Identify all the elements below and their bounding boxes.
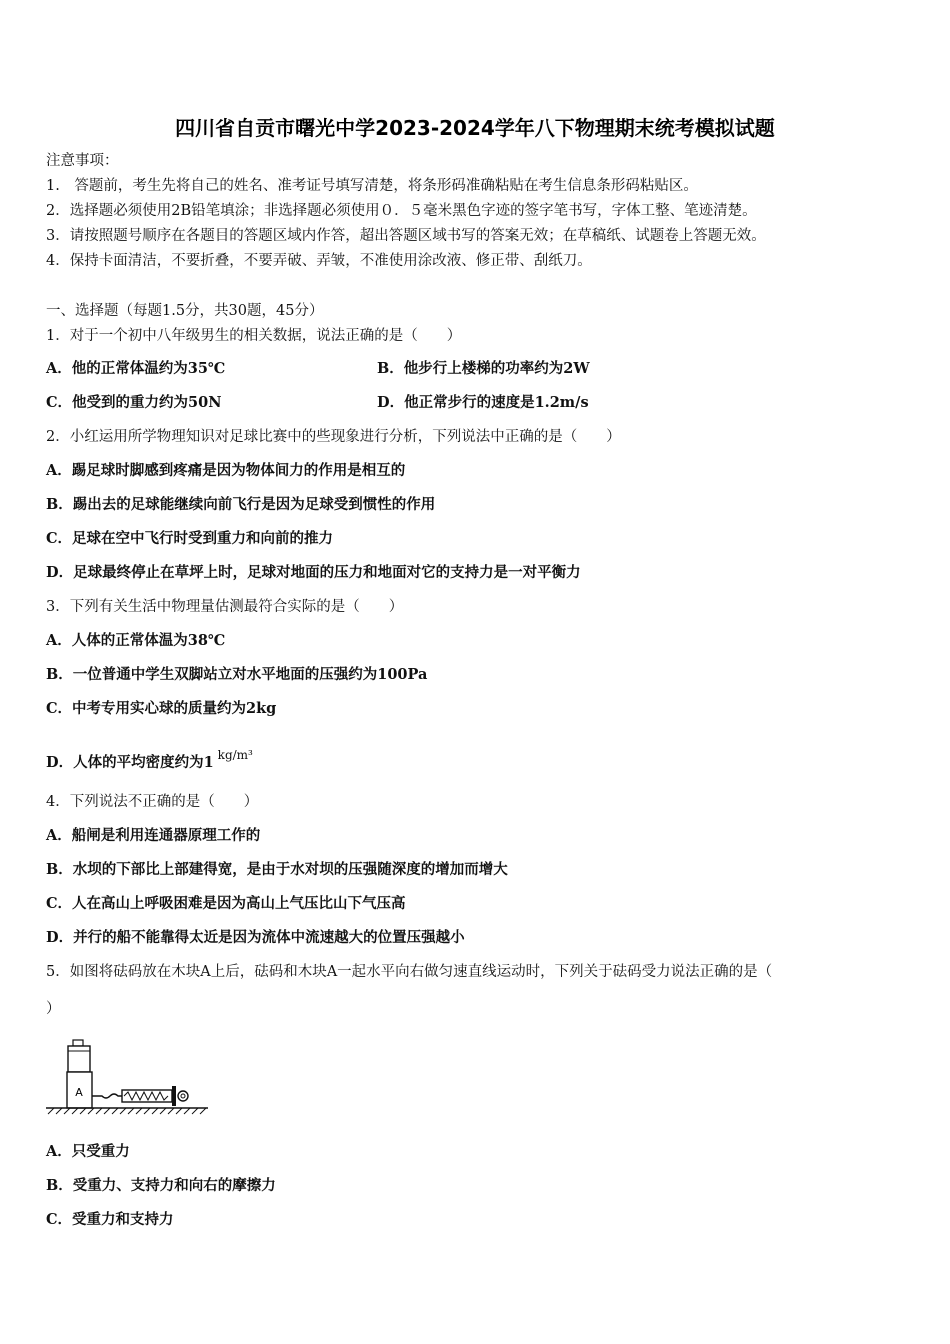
section-header: 一、选择题（每题1.5分，共30题，45分） xyxy=(46,303,324,319)
question-3-option-d xyxy=(46,746,253,772)
question-4-option-c: C．人在高山上呼吸困难是因为高山上气压比山下气压高 xyxy=(46,895,406,912)
scale-ring-icon xyxy=(178,1091,188,1101)
question-4-stem: 4．下列说法不正确的是（ ） xyxy=(46,794,259,810)
question-5-stem: 5．如图将砝码放在木块A上后，砝码和木块A一起水平向右做匀速直线运动时，下列关于砝码受力说法正确的是（ xyxy=(46,964,773,980)
ground-hatching xyxy=(48,1108,206,1114)
question-1-option-b: B．他步行上楼梯的功率约为2W xyxy=(377,360,590,377)
notice-item: 2．选择题必须使用2B铅笔填涂；非选择题必须使用０．５毫米黑色字迹的签字笔书写，字体工整、笔迹清楚。 xyxy=(46,203,757,219)
question-5-option-a: A．只受重力 xyxy=(46,1143,130,1160)
hook-icon xyxy=(92,1094,122,1098)
notice-item: 4．保持卡面清洁，不要折叠，不要弄破、弄皱，不准使用涂改液、修正带、刮纸刀。 xyxy=(46,253,592,269)
question-3-option-c: C．中考专用实心球的质量约为2kg xyxy=(46,700,277,717)
block-a-label: A xyxy=(75,1086,83,1099)
block-spring-scale-figure xyxy=(44,1038,210,1122)
question-3-option-a: A．人体的正常体温为38℃ xyxy=(46,632,226,649)
notice-item: 1. 答题前，考生先将自己的姓名、准考证号填写清楚，将条形码准确粘贴在考生信息条形码粘贴区。 xyxy=(46,178,698,194)
question-3-stem: 3．下列有关生活中物理量估测最符合实际的是（ ） xyxy=(46,599,404,615)
question-4-option-d: D．并行的船不能靠得太近是因为流体中流速越大的位置压强越小 xyxy=(46,929,465,946)
question-1-stem: 1．对于一个初中八年级男生的相关数据，说法正确的是（ ） xyxy=(46,328,462,344)
question-5-option-c: C．受重力和支持力 xyxy=(46,1211,174,1228)
question-1-option-d: D．他正常步行的速度是1.2m/s xyxy=(377,394,589,411)
question-3-option-b: B．一位普通中学生双脚站立对水平地面的压强约为100Pa xyxy=(46,666,428,683)
figure-drawing xyxy=(44,1038,210,1122)
question-4-option-b: B．水坝的下部比上部建得宽，是由于水对坝的压强随深度的增加而增大 xyxy=(46,861,508,878)
question-2-option-a: A．踢足球时脚感到疼痛是因为物体间力的作用是相互的 xyxy=(46,462,406,479)
question-5-stem-end: ） xyxy=(46,1001,61,1017)
weight-body xyxy=(68,1046,90,1072)
page-title: 四川省自贡市曙光中学2023-2024学年八下物理期末统考模拟试题 xyxy=(175,116,775,140)
notice-header: 注意事项： xyxy=(46,153,119,169)
question-3-option-d-text: D．人体的平均密度约为1 xyxy=(46,754,214,771)
question-1-option-c: C．他受到的重力约为50N xyxy=(46,394,222,411)
notice-item: 3．请按照题号顺序在各题目的答题区域内作答，超出答题区域书写的答案无效；在草稿纸、试题卷上答题无效。 xyxy=(46,228,766,244)
question-1-option-a: A．他的正常体温约为35℃ xyxy=(46,360,226,377)
question-2-option-d: D．足球最终停止在草坪上时，足球对地面的压力和地面对它的支持力是一对平衡力 xyxy=(46,564,581,581)
scale-handle-bar xyxy=(172,1086,176,1106)
weight-knob xyxy=(73,1040,83,1046)
question-2-option-c: C．足球在空中飞行时受到重力和向前的推力 xyxy=(46,530,334,547)
question-5-option-b: B．受重力、支持力和向右的摩擦力 xyxy=(46,1177,276,1194)
question-2-option-b: B．踢出去的足球能继续向前飞行是因为足球受到惯性的作用 xyxy=(46,496,436,513)
question-2-stem: 2．小红运用所学物理知识对足球比赛中的些现象进行分析，下列说法中正确的是（ ） xyxy=(46,429,621,445)
question-4-option-a: A．船闸是利用连通器原理工作的 xyxy=(46,827,261,844)
density-unit: kg/m³ xyxy=(217,748,253,762)
